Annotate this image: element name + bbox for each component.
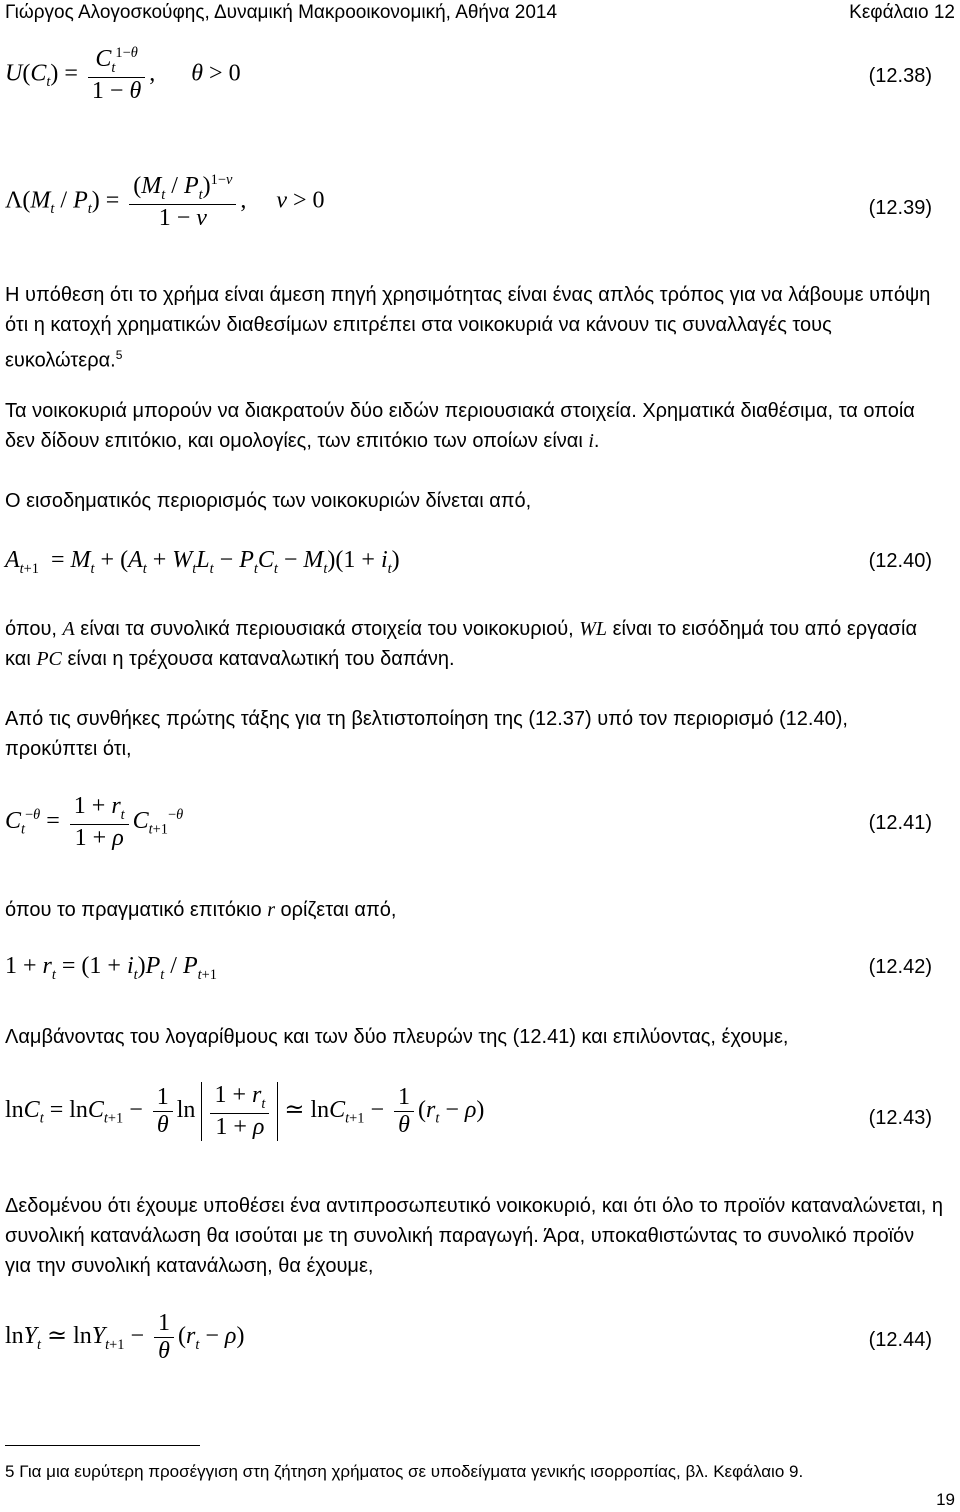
footnote (5, 1462, 803, 1482)
footnote-mark: 5 (5, 1462, 15, 1481)
footnote-ref: 5 (115, 348, 123, 362)
paragraph: Ο εισοδηματικός περιορισμός των νοικοκυριών δίνεται από, (5, 490, 532, 512)
paragraph (5, 614, 945, 674)
variable-A: A (62, 618, 75, 640)
paragraph-text: ορίζεται από, (274, 899, 397, 921)
paragraph: Δεδομένου ότι έχουμε υποθέσει ένα αντιπροσωπευτικό νοικοκυριό, και ότι όλο το προϊόν καταναλώνεται, η συνολική κατανάλωση θα ισούται με τη συνολική παραγωγή. Άρα, υποκαθιστώντας το συνολικό προϊόν για την συνολική κατανάλωση, θα έχουμε, (5, 1195, 943, 1277)
paragraph-text: όπου, (5, 618, 63, 640)
paragraph-text: είναι τα συνολικά περιουσιακά στοιχεία του νοικοκυριού, (74, 618, 580, 640)
paragraph: Λαμβάνοντας του λογαρίθμους και των δύο πλευρών της (12.41) και επιλύοντας, έχουμε, (5, 1026, 789, 1048)
paragraph-text: όπου το πραγματικό επιτόκιο (5, 899, 268, 921)
equation-12-38: $U(C_t)$ = $\frac{C_t^{1-\theta}}{1 - \theta}$ , θ > 0 (5, 45, 241, 104)
equation-number: (12.38) (868, 65, 932, 87)
paragraph-text: είναι το εισόδημά του από εργασία και (5, 618, 918, 670)
equation-number: (12.40) (868, 550, 932, 572)
paragraph-text: Τα νοικοκυριά μπορούν να διακρατούν δύο ειδών περιουσιακά στοιχεία. Χρηματικά διαθέσιμα, τα οποία δεν δίδουν επιτόκιο, και ομολογίες, των επιτόκιο των οποίων είναι (5, 400, 915, 452)
footnote-divider (5, 1445, 200, 1446)
equation-12-43: lnC$_t$ = lnC$_{t+1}$ − $\frac{1}{\theta}$ ln $\frac{1 + r_t}{1 + \rho}$ ≃ lnC$_{t+1}$ − $\frac{1}{\theta}$ $(r_t - \rho)$ (5, 1082, 485, 1140)
running-header-left (5, 2, 557, 24)
equation-12-41: $C_t^{-\theta}$ = $\frac{1 + r_t}{1 + \rho}$ $C_{t+1}^{-\theta}$ (5, 793, 184, 851)
paragraph: Τα νοικοκυριά μπορούν να διακρατούν δύο ειδών περιουσιακά στοιχεία. Χρηματικά διαθέσιμα, τα οποία δεν δίδουν επιτόκιο, και ομολογίες, των επιτόκιο των οποίων είναι i. (5, 400, 915, 452)
paragraph-text: Η υπόθεση ότι το χρήμα είναι άμεση πηγή χρησιμότητας είναι ένας απλός τρόπος για να λάβουμε υπόψη ότι η κατοχή χρηματικών διαθεσίμων επιτρέπει στα νοικοκυριά να κάνουν τις συναλλαγές τους ευκολώτερα. (5, 284, 931, 372)
variable-WL: WL (579, 618, 608, 640)
paragraph-text: είναι η τρέχουσα καταναλωτική του δαπάνη. (61, 648, 455, 670)
equation-12-40: $A_{t+1} = M_t + (A_t + W_tL_t - P_tC_t - M_t)(1 + i_t)$ (5, 547, 400, 577)
page-number: 19 (936, 1490, 955, 1509)
paragraph: Από τις συνθήκες πρώτης τάξης για τη βελτιστοποίηση της (12.37) υπό τον περιορισμό (12.40), προκύπτει ότι, (5, 708, 848, 760)
equation-number: (12.39) (868, 197, 932, 219)
header-author-title: Γιώργος Αλογοσκούφης, Δυναμική Μακροοικονομική, Αθήνα 2014 (5, 2, 558, 23)
variable-i: i (588, 430, 594, 452)
equation-number: (12.42) (868, 956, 932, 978)
variable-PC: PC (36, 648, 62, 670)
equation-12-39: $\Lambda(M_t / P_t)$ = $\frac{(M_t / P_t)^{1-\nu}}{1 - \nu}$ , ν > 0 (5, 172, 325, 231)
equation-12-44: lnY$_t$ ≃ lnY$_{t+1}$ − $\frac{1}{\theta}$ $(r_t - \rho)$ (5, 1310, 245, 1364)
variable-r: r (267, 899, 275, 921)
equation-number: (12.44) (868, 1329, 932, 1351)
paragraph (5, 280, 945, 376)
equation-number: (12.43) (868, 1107, 932, 1129)
paragraph (5, 895, 945, 925)
equation-12-42: $1 + r_t = (1 + i_t)P_t / P_{t+1}$ (5, 953, 217, 983)
equation-number: (12.41) (868, 812, 932, 834)
footnote-text: Για μια ευρύτερη προσέγγιση στη ζήτηση χρήματος σε υποδείγματα γενικής ισορροπίας, βλ. Κεφάλαιο 9. (14, 1462, 804, 1481)
running-header-right: Κεφάλαιο 12 (849, 2, 955, 23)
